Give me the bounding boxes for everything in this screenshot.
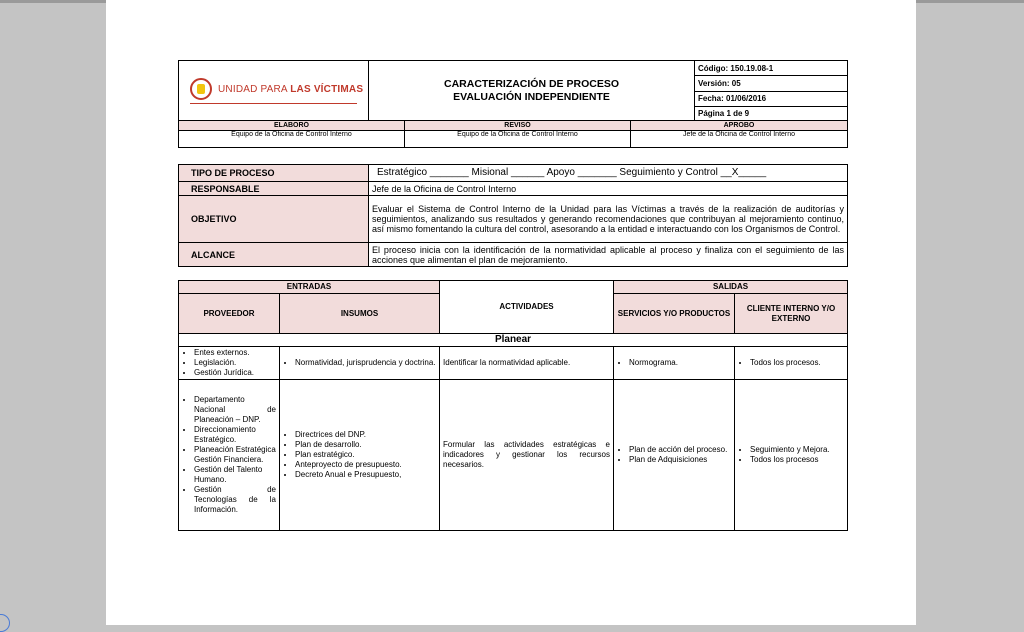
document-header	[178, 60, 848, 122]
servicios-header: SERVICIOS Y/O PRODUCTOS	[614, 294, 735, 334]
list-item: • Normograma.	[629, 358, 731, 368]
list-item: • Seguimiento y Mejora.	[750, 445, 844, 455]
objetivo-label: OBJETIVO	[179, 196, 369, 243]
title-line-1: CARACTERIZACIÓN DE PROCESO	[443, 78, 619, 90]
servicios-cell	[614, 347, 735, 380]
table-row	[179, 347, 848, 380]
list-item: • Todos los procesos	[750, 455, 844, 465]
process-info-table	[178, 164, 848, 267]
tipo-label: TIPO DE PROCESO	[179, 165, 369, 182]
alcance-label: ALCANCE	[179, 243, 369, 267]
colombia-seal-icon	[190, 78, 212, 100]
list-item: • Departamento Nacional de Planeación – DNP.	[194, 395, 276, 425]
corner-circle-icon[interactable]	[0, 614, 10, 632]
logo-cell	[179, 61, 369, 122]
aprobo-label: APROBO	[631, 121, 848, 131]
fecha: Fecha: 01/06/2016	[695, 91, 848, 106]
logo-text-a: UNIDAD PARA	[218, 83, 291, 95]
list-item: • Gestión de Tecnologías de la Información.	[194, 485, 276, 515]
servicios-cell	[614, 380, 735, 531]
actividades-header: ACTIVIDADES	[440, 281, 614, 334]
list-item: • Decreto Anual e Presupuesto,	[295, 470, 436, 480]
salidas-header: SALIDAS	[614, 281, 848, 294]
list-item: • Todos los procesos.	[750, 358, 844, 368]
list-item: • Gestión Jurídica.	[194, 368, 276, 378]
version: Versión: 05	[695, 76, 848, 91]
list-item: • Plan de Adquisiciones	[629, 455, 731, 465]
tipo-value: Estratégico _______ Misional ______ Apoyo _______ Seguimiento y Control __X_____	[369, 165, 848, 182]
list-item: • Plan estratégico.	[295, 450, 436, 460]
list-item: • Anteproyecto de presupuesto.	[295, 460, 436, 470]
proveedor-cell	[179, 380, 280, 531]
actividad-cell: Identificar la normatividad aplicable.	[440, 347, 614, 380]
alcance-value: El proceso inicia con la identificación de la normatividad aplicable al proceso y finaliza con el seguimiento de las acciones que alimentan el plan de mejoramiento.	[369, 243, 848, 267]
actividad-cell: Formular las actividades estratégicas e indicadores y gestionar los recursos necesarios.	[440, 380, 614, 531]
pagina: Página 1 de 9	[695, 106, 848, 121]
logo-text-b: LAS VÍCTIMAS	[290, 83, 364, 95]
document-title	[369, 61, 695, 122]
codigo: Código: 150.19.08-1	[695, 61, 848, 76]
responsable-value: Jefe de la Oficina de Control Interno	[369, 182, 848, 196]
list-item: • Plan de acción del proceso.	[629, 445, 731, 455]
responsable-label: RESPONSABLE	[179, 182, 369, 196]
insumos-cell	[280, 380, 440, 531]
proveedor-header: PROVEEDOR	[179, 294, 280, 334]
cliente-cell	[735, 380, 848, 531]
list-item: • Direccionamiento Estratégico.	[194, 425, 276, 445]
list-item: • Entes externos.	[194, 348, 276, 358]
document-page	[106, 0, 916, 625]
reviso-value: Equipo de la Oficina de Control Interno	[405, 131, 631, 148]
proveedor-cell	[179, 347, 280, 380]
insumos-cell	[280, 347, 440, 380]
elaboro-label: ELABORÓ	[179, 121, 405, 131]
phase-planear: Planear	[179, 334, 848, 347]
cliente-cell	[735, 347, 848, 380]
elaboro-value: Equipo de la Oficina de Control Interno	[179, 131, 405, 148]
list-item: • Planeación Estratégica Gestión Financiera.	[194, 445, 276, 465]
list-item: • Directrices del DNP.	[295, 430, 436, 440]
table-row	[179, 380, 848, 531]
list-item: • Normatividad, jurisprudencia y doctrina.	[295, 358, 436, 368]
title-line-2: EVALUACIÓN INDEPENDIENTE	[453, 91, 610, 103]
list-item: • Legislación.	[194, 358, 276, 368]
logo-underline	[190, 103, 357, 104]
aprobo-value: Jefe de la Oficina de Control Interno	[631, 131, 848, 148]
insumos-header: INSUMOS	[280, 294, 440, 334]
unidad-logo	[182, 78, 365, 100]
process-main-table	[178, 280, 848, 531]
list-item: • Gestión del Talento Humano.	[194, 465, 276, 485]
list-item: • Plan de desarrollo.	[295, 440, 436, 450]
objetivo-value: Evaluar el Sistema de Control Interno de la Unidad para las Víctimas a través de la realización de auditorías y seguimientos, analizando sus resultados y generando recomendaciones que contribuyan al mejoramiento continuo, así mismo fomentando la cultura del control, asesorando a la entidad e interactuando con los Organismos de Control.	[369, 196, 848, 243]
reviso-label: REVISÓ	[405, 121, 631, 131]
entradas-header: ENTRADAS	[179, 281, 440, 294]
signatures-table	[178, 120, 848, 148]
cliente-header: CLIENTE INTERNO Y/O EXTERNO	[735, 294, 848, 334]
